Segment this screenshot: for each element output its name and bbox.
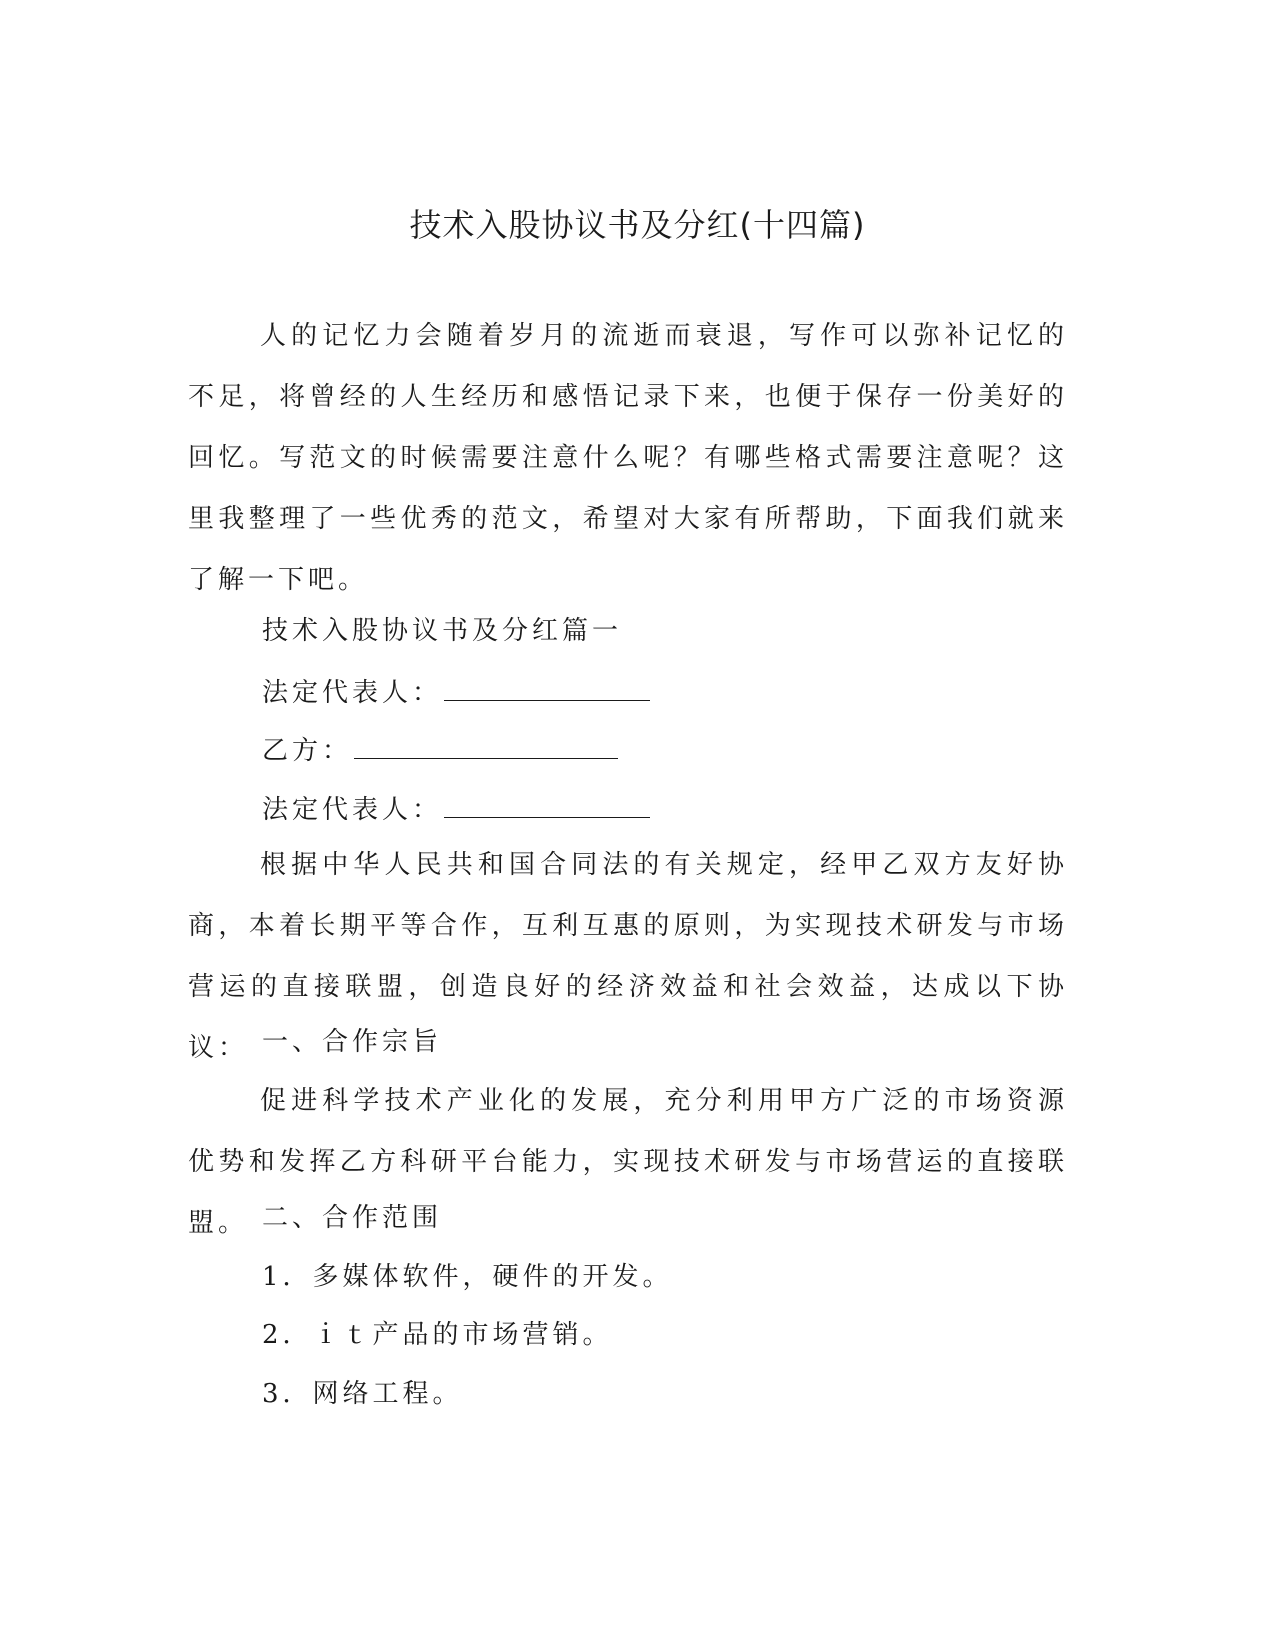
field-label: 乙方： xyxy=(262,736,353,766)
field-legal-representative-2 xyxy=(262,787,650,830)
field-legal-representative-1 xyxy=(262,670,650,713)
section-heading: 技术入股协议书及分红篇一 xyxy=(262,616,623,646)
field-label: 法定代表人： xyxy=(262,678,443,708)
article-1-heading: 一、合作宗旨 xyxy=(262,1027,443,1057)
intro-paragraph: 人的记忆力会随着岁月的流逝而衰退，写作可以弥补记忆的不足，将曾经的人生经历和感悟记录下来，也便于保存一份美好的回忆。写范文的时候需要注意什么呢？有哪些格式需要注意呢？这里我整理了一些优秀的范文，希望对大家有所帮助，下面我们就来了解一下吧。 xyxy=(188,321,1068,595)
blank-line xyxy=(354,728,618,759)
scope-item-3: 3．网络工程。 xyxy=(262,1379,463,1409)
document-title: 技术入股协议书及分红(十四篇) xyxy=(409,206,866,244)
article-1-body: 促进科学技术产业化的发展，充分利用甲方广泛的市场资源优势和发挥乙方科研平台能力，实现技术研发与市场营运的直接联盟。 xyxy=(188,1086,1068,1238)
preamble-paragraph: 根据中华人民共和国合同法的有关规定，经甲乙双方友好协商，本着长期平等合作，互利互惠的原则，为实现技术研发与市场营运的直接联盟，创造良好的经济效益和社会效益，达成以下协议： xyxy=(188,850,1068,1063)
scope-item-1: 1．多媒体软件，硬件的开发。 xyxy=(262,1262,673,1292)
blank-line xyxy=(444,670,650,701)
scope-item-2: 2．ｉｔ产品的市场营销。 xyxy=(262,1320,613,1350)
article-2-heading: 二、合作范围 xyxy=(262,1203,443,1233)
blank-line xyxy=(444,787,650,818)
field-label: 法定代表人： xyxy=(262,795,443,825)
field-party-b xyxy=(262,728,618,771)
